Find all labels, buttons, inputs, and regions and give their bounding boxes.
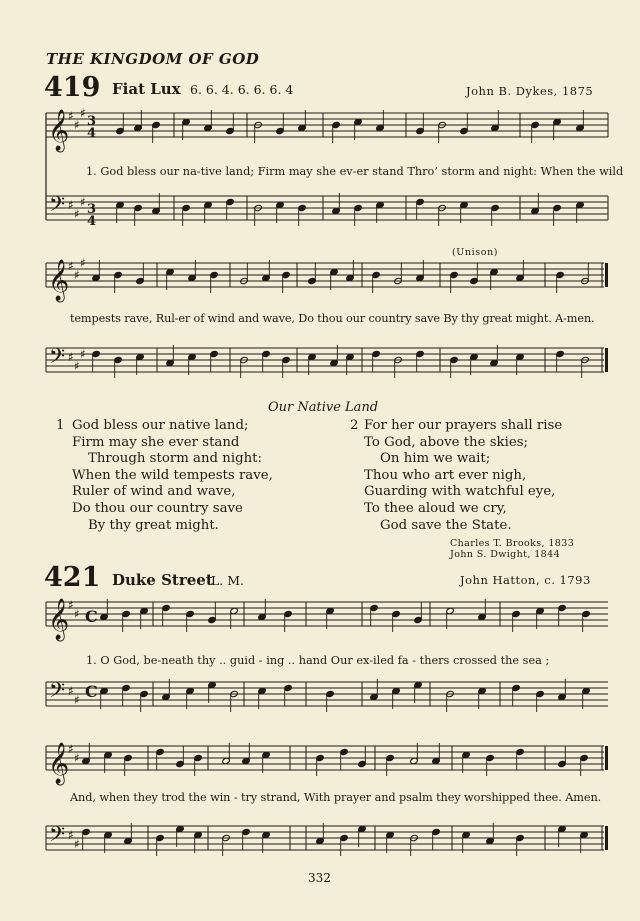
sharp-icon: ♯ bbox=[68, 684, 74, 698]
treble-clef-icon: 𝄞 bbox=[48, 260, 70, 301]
bass-clef-icon: 𝄢 bbox=[49, 678, 66, 707]
bass-clef-icon: 𝄢 bbox=[49, 822, 66, 851]
hymn-419-number: 419 bbox=[44, 72, 101, 103]
hymn-419-meter: 6. 6. 4. 6. 6. 6. 4 bbox=[190, 82, 294, 97]
hymn-419-lyric-line-1: 1. God bless our na-tive land; Firm may she ev-er stand Thro’ storm and night: When the wild bbox=[86, 165, 624, 178]
stanza-2-number: 2 bbox=[350, 418, 359, 433]
final-barline bbox=[605, 746, 608, 770]
stanza-1-line: Through storm and night: bbox=[88, 451, 262, 467]
sharp-icon: ♯ bbox=[74, 607, 80, 621]
stanza-2-line: God save the State. bbox=[380, 517, 512, 533]
sharp-icon: ♯ bbox=[80, 106, 86, 120]
stanza-2-line: To God, above the skies; bbox=[364, 434, 529, 450]
hymn-421-time-signature-treble: C bbox=[85, 607, 98, 626]
sharp-icon: ♯ bbox=[74, 359, 80, 373]
stanza-1-number: 1 bbox=[56, 418, 65, 433]
sharp-icon: ♯ bbox=[68, 109, 74, 123]
sharp-icon: ♯ bbox=[68, 259, 74, 273]
treble-clef-icon: 𝄞 bbox=[48, 743, 70, 784]
page-number: 332 bbox=[308, 871, 331, 885]
stanza-1-line: By thy great might. bbox=[88, 517, 219, 533]
bass-clef-icon: 𝄢 bbox=[49, 192, 66, 221]
stanza-2 bbox=[364, 418, 562, 534]
hymn-421-lyric-line-1: 1. O God, be-neath thy .. guid - ing .. hand Our ex-iled fa - thers crossed the sea ; bbox=[86, 654, 550, 667]
stanza-1-line: Firm may she ever stand bbox=[72, 434, 240, 450]
sharp-icon: ♯ bbox=[80, 256, 86, 270]
stanza-2-line: To thee aloud we cry, bbox=[364, 500, 507, 516]
stanza-1-line: Ruler of wind and wave, bbox=[72, 484, 236, 500]
treble-clef-icon: 𝄞 bbox=[48, 599, 70, 640]
sharp-icon: ♯ bbox=[80, 195, 86, 209]
hymn-421-lyric-line-2: And, when they trod the win - try strand, With prayer and psalm they worshipped thee. Amen. bbox=[70, 791, 602, 804]
sharp-icon: ♯ bbox=[80, 347, 86, 361]
hymn-421-tune-name: Duke Street bbox=[112, 571, 213, 589]
stanza-2-line: Guarding with watchful eye, bbox=[364, 484, 556, 500]
sharp-icon: ♯ bbox=[68, 198, 74, 212]
bass-clef-icon: 𝄢 bbox=[49, 344, 66, 373]
sharp-icon: ♯ bbox=[74, 268, 80, 282]
treble-clef-icon: 𝄞 bbox=[48, 110, 70, 151]
poem-title: Our Native Land bbox=[268, 400, 379, 415]
stanza-2-line: On him we wait; bbox=[380, 451, 491, 467]
sharp-icon: ♯ bbox=[68, 742, 74, 756]
hymn-419-lyric-line-2: tempests rave, Rul-er of wind and wave, Do thou our country save By thy great might. A-men. bbox=[70, 312, 595, 325]
hymn-419-tune-name: Fiat Lux bbox=[112, 80, 181, 98]
stanza-1-line: God bless our native land; bbox=[72, 418, 249, 433]
hymn-419-composer: John B. Dykes, 1875 bbox=[466, 84, 594, 98]
hymn-421-number: 421 bbox=[44, 562, 101, 593]
sharp-icon: ♯ bbox=[68, 598, 74, 612]
final-barline bbox=[605, 263, 608, 287]
sharp-icon: ♯ bbox=[74, 207, 80, 221]
stanza-1-line: Do thou our country save bbox=[72, 500, 243, 516]
stanza-1-line: When the wild tempests rave, bbox=[72, 467, 273, 483]
sharp-icon: ♯ bbox=[68, 350, 74, 364]
stanza-2-line: For her our prayers shall rise bbox=[364, 418, 563, 433]
stanza-1 bbox=[72, 418, 273, 534]
hymn-419-time-signature-bass: 3 4 bbox=[87, 202, 97, 229]
sharp-icon: ♯ bbox=[74, 118, 80, 132]
hymn-421-time-signature-bass: C bbox=[85, 682, 98, 701]
hymn-421-composer: John Hatton, c. 1793 bbox=[460, 573, 591, 587]
hymn-419-time-signature-treble: 3 4 bbox=[87, 114, 97, 141]
poem-author-1: Charles T. Brooks, 1833 bbox=[450, 538, 575, 549]
sharp-icon: ♯ bbox=[74, 693, 80, 707]
hymn-421-meter: L. M. bbox=[211, 573, 245, 588]
section-title: THE KINGDOM OF GOD bbox=[46, 50, 260, 68]
final-barline bbox=[605, 826, 608, 850]
sharp-icon: ♯ bbox=[74, 837, 80, 851]
poem-author-2: John S. Dwight, 1844 bbox=[450, 549, 561, 560]
hymn-419-unison-mark: (Unison) bbox=[452, 247, 499, 258]
sharp-icon: ♯ bbox=[74, 751, 80, 765]
sharp-icon: ♯ bbox=[68, 828, 74, 842]
final-barline bbox=[605, 348, 608, 372]
stanza-2-line: Thou who art ever nigh, bbox=[364, 467, 527, 483]
